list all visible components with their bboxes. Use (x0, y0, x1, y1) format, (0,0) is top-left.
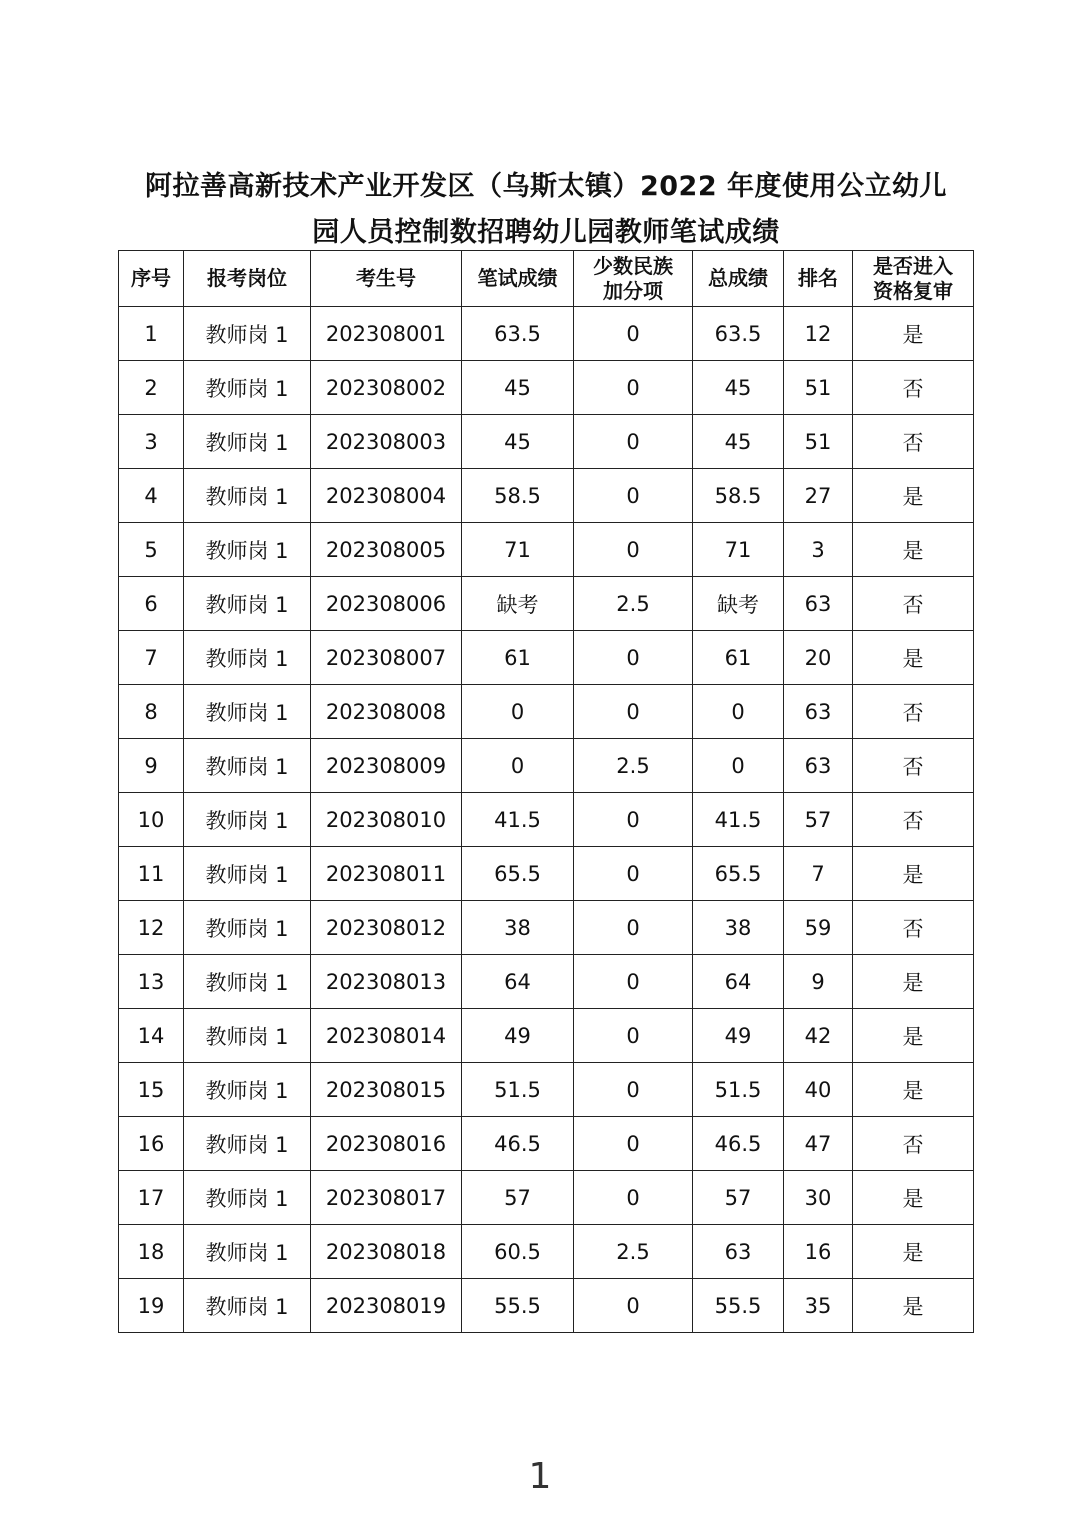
cell-minority-bonus: 2.5 (574, 1225, 693, 1279)
cell-position: 教师岗 1 (184, 685, 311, 739)
cell-minority-bonus: 2.5 (574, 739, 693, 793)
table-row (119, 523, 974, 577)
cell-position: 教师岗 1 (184, 1171, 311, 1225)
cell-written-score: 49 (462, 1009, 574, 1063)
cell-seq: 10 (119, 793, 184, 847)
cell-position: 教师岗 1 (184, 955, 311, 1009)
cell-seq: 11 (119, 847, 184, 901)
cell-exam-number: 202308006 (311, 577, 462, 631)
cell-total-score: 58.5 (693, 469, 784, 523)
cell-position: 教师岗 1 (184, 469, 311, 523)
cell-total-score: 0 (693, 685, 784, 739)
cell-written-score: 57 (462, 1171, 574, 1225)
cell-exam-number: 202308019 (311, 1279, 462, 1333)
cell-rank: 63 (784, 685, 853, 739)
cell-total-score: 57 (693, 1171, 784, 1225)
cell-minority-bonus: 0 (574, 1063, 693, 1117)
cell-total-score: 64 (693, 955, 784, 1009)
table-row (119, 955, 974, 1009)
cell-position: 教师岗 1 (184, 739, 311, 793)
table-row (119, 1225, 974, 1279)
header-rank: 排名 (784, 251, 853, 307)
cell-seq: 14 (119, 1009, 184, 1063)
cell-minority-bonus: 0 (574, 631, 693, 685)
cell-written-score: 38 (462, 901, 574, 955)
header-seq: 序号 (119, 251, 184, 307)
cell-total-score: 38 (693, 901, 784, 955)
cell-exam-number: 202308004 (311, 469, 462, 523)
cell-seq: 15 (119, 1063, 184, 1117)
header-exam-number: 考生号 (311, 251, 462, 307)
cell-minority-bonus: 0 (574, 361, 693, 415)
cell-minority-bonus: 0 (574, 1279, 693, 1333)
cell-minority-bonus: 0 (574, 415, 693, 469)
cell-seq: 2 (119, 361, 184, 415)
cell-qualification-review: 是 (853, 1009, 974, 1063)
cell-position: 教师岗 1 (184, 523, 311, 577)
cell-total-score: 41.5 (693, 793, 784, 847)
cell-qualification-review: 是 (853, 469, 974, 523)
table-row (119, 1279, 974, 1333)
table-row (119, 577, 974, 631)
cell-exam-number: 202308007 (311, 631, 462, 685)
table-row (119, 793, 974, 847)
cell-rank: 51 (784, 361, 853, 415)
cell-total-score: 65.5 (693, 847, 784, 901)
cell-qualification-review: 是 (853, 631, 974, 685)
table-row (119, 1117, 974, 1171)
cell-written-score: 61 (462, 631, 574, 685)
cell-written-score: 46.5 (462, 1117, 574, 1171)
cell-qualification-review: 否 (853, 415, 974, 469)
cell-exam-number: 202308017 (311, 1171, 462, 1225)
cell-total-score: 缺考 (693, 577, 784, 631)
cell-rank: 63 (784, 577, 853, 631)
cell-rank: 27 (784, 469, 853, 523)
document-title-line-2: 园人员控制数招聘幼儿园教师笔试成绩 (312, 217, 780, 248)
cell-seq: 5 (119, 523, 184, 577)
table-row (119, 469, 974, 523)
page-number: 1 (528, 1456, 552, 1497)
cell-written-score: 64 (462, 955, 574, 1009)
cell-position: 教师岗 1 (184, 1279, 311, 1333)
cell-minority-bonus: 0 (574, 523, 693, 577)
cell-exam-number: 202308008 (311, 685, 462, 739)
cell-total-score: 71 (693, 523, 784, 577)
cell-minority-bonus: 2.5 (574, 577, 693, 631)
cell-written-score: 63.5 (462, 307, 574, 361)
cell-seq: 19 (119, 1279, 184, 1333)
cell-qualification-review: 是 (853, 307, 974, 361)
cell-seq: 13 (119, 955, 184, 1009)
cell-rank: 42 (784, 1009, 853, 1063)
cell-seq: 17 (119, 1171, 184, 1225)
cell-rank: 20 (784, 631, 853, 685)
cell-total-score: 63 (693, 1225, 784, 1279)
cell-written-score: 60.5 (462, 1225, 574, 1279)
cell-seq: 16 (119, 1117, 184, 1171)
cell-minority-bonus: 0 (574, 469, 693, 523)
cell-minority-bonus: 0 (574, 955, 693, 1009)
cell-written-score: 0 (462, 739, 574, 793)
cell-written-score: 0 (462, 685, 574, 739)
cell-total-score: 0 (693, 739, 784, 793)
cell-exam-number: 202308005 (311, 523, 462, 577)
cell-qualification-review: 是 (853, 1063, 974, 1117)
table-row (119, 847, 974, 901)
cell-minority-bonus: 0 (574, 793, 693, 847)
header-qualification-review: 是否进入 资格复审 (853, 251, 974, 307)
cell-minority-bonus: 0 (574, 847, 693, 901)
cell-seq: 8 (119, 685, 184, 739)
cell-written-score: 41.5 (462, 793, 574, 847)
table-row (119, 361, 974, 415)
cell-position: 教师岗 1 (184, 415, 311, 469)
cell-exam-number: 202308013 (311, 955, 462, 1009)
cell-qualification-review: 是 (853, 955, 974, 1009)
cell-rank: 3 (784, 523, 853, 577)
table-row (119, 739, 974, 793)
cell-rank: 59 (784, 901, 853, 955)
cell-exam-number: 202308009 (311, 739, 462, 793)
cell-written-score: 45 (462, 361, 574, 415)
cell-seq: 1 (119, 307, 184, 361)
table-row (119, 631, 974, 685)
cell-rank: 30 (784, 1171, 853, 1225)
cell-exam-number: 202308012 (311, 901, 462, 955)
header-written-score: 笔试成绩 (462, 251, 574, 307)
cell-qualification-review: 是 (853, 1279, 974, 1333)
cell-minority-bonus: 0 (574, 1117, 693, 1171)
header-total-score: 总成绩 (693, 251, 784, 307)
cell-exam-number: 202308003 (311, 415, 462, 469)
document-title-line-1: 阿拉善高新技术产业开发区（乌斯太镇）2022 年度使用公立幼儿 (144, 171, 948, 202)
cell-position: 教师岗 1 (184, 1063, 311, 1117)
cell-qualification-review: 是 (853, 1225, 974, 1279)
cell-written-score: 55.5 (462, 1279, 574, 1333)
cell-total-score: 61 (693, 631, 784, 685)
cell-rank: 47 (784, 1117, 853, 1171)
cell-exam-number: 202308018 (311, 1225, 462, 1279)
table-body (119, 307, 974, 1333)
cell-qualification-review: 否 (853, 793, 974, 847)
cell-seq: 9 (119, 739, 184, 793)
cell-position: 教师岗 1 (184, 1009, 311, 1063)
cell-minority-bonus: 0 (574, 307, 693, 361)
table-row (119, 415, 974, 469)
cell-exam-number: 202308016 (311, 1117, 462, 1171)
cell-written-score: 58.5 (462, 469, 574, 523)
cell-minority-bonus: 0 (574, 901, 693, 955)
cell-rank: 9 (784, 955, 853, 1009)
cell-rank: 16 (784, 1225, 853, 1279)
cell-minority-bonus: 0 (574, 685, 693, 739)
cell-total-score: 51.5 (693, 1063, 784, 1117)
cell-rank: 12 (784, 307, 853, 361)
cell-written-score: 51.5 (462, 1063, 574, 1117)
cell-qualification-review: 是 (853, 1171, 974, 1225)
cell-exam-number: 202308014 (311, 1009, 462, 1063)
cell-exam-number: 202308011 (311, 847, 462, 901)
cell-exam-number: 202308010 (311, 793, 462, 847)
cell-qualification-review: 否 (853, 361, 974, 415)
cell-position: 教师岗 1 (184, 307, 311, 361)
table-row (119, 1063, 974, 1117)
cell-written-score: 65.5 (462, 847, 574, 901)
header-position: 报考岗位 (184, 251, 311, 307)
header-minority-bonus: 少数民族 加分项 (574, 251, 693, 307)
cell-seq: 6 (119, 577, 184, 631)
cell-position: 教师岗 1 (184, 847, 311, 901)
cell-position: 教师岗 1 (184, 1225, 311, 1279)
cell-total-score: 45 (693, 415, 784, 469)
cell-qualification-review: 否 (853, 901, 974, 955)
cell-written-score: 45 (462, 415, 574, 469)
cell-total-score: 55.5 (693, 1279, 784, 1333)
cell-position: 教师岗 1 (184, 901, 311, 955)
cell-position: 教师岗 1 (184, 793, 311, 847)
cell-rank: 35 (784, 1279, 853, 1333)
cell-total-score: 49 (693, 1009, 784, 1063)
table-row (119, 307, 974, 361)
cell-total-score: 63.5 (693, 307, 784, 361)
cell-exam-number: 202308001 (311, 307, 462, 361)
scores-table (118, 250, 974, 1333)
cell-qualification-review: 否 (853, 577, 974, 631)
cell-rank: 7 (784, 847, 853, 901)
cell-qualification-review: 是 (853, 847, 974, 901)
cell-written-score: 缺考 (462, 577, 574, 631)
cell-position: 教师岗 1 (184, 361, 311, 415)
table-row (119, 1009, 974, 1063)
cell-written-score: 71 (462, 523, 574, 577)
cell-seq: 7 (119, 631, 184, 685)
cell-seq: 18 (119, 1225, 184, 1279)
table-row (119, 685, 974, 739)
cell-position: 教师岗 1 (184, 631, 311, 685)
cell-exam-number: 202308015 (311, 1063, 462, 1117)
cell-minority-bonus: 0 (574, 1009, 693, 1063)
cell-position: 教师岗 1 (184, 577, 311, 631)
cell-total-score: 45 (693, 361, 784, 415)
cell-position: 教师岗 1 (184, 1117, 311, 1171)
cell-qualification-review: 否 (853, 739, 974, 793)
header-row (119, 251, 974, 307)
table-header (119, 251, 974, 307)
cell-seq: 4 (119, 469, 184, 523)
table-row (119, 901, 974, 955)
cell-total-score: 46.5 (693, 1117, 784, 1171)
table-row (119, 1171, 974, 1225)
cell-exam-number: 202308002 (311, 361, 462, 415)
cell-minority-bonus: 0 (574, 1171, 693, 1225)
cell-qualification-review: 否 (853, 685, 974, 739)
cell-seq: 3 (119, 415, 184, 469)
cell-rank: 57 (784, 793, 853, 847)
cell-rank: 40 (784, 1063, 853, 1117)
cell-qualification-review: 否 (853, 1117, 974, 1171)
cell-rank: 51 (784, 415, 853, 469)
cell-seq: 12 (119, 901, 184, 955)
cell-qualification-review: 是 (853, 523, 974, 577)
cell-rank: 63 (784, 739, 853, 793)
